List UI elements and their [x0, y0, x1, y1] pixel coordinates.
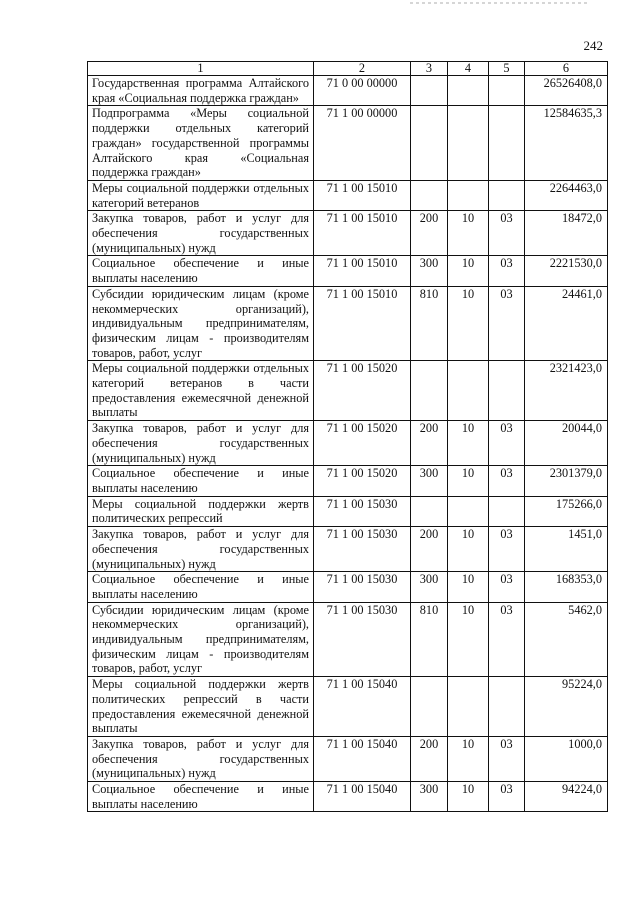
row-name: Социальное обеспечение и иные выплаты населению [88, 782, 314, 812]
row-col-5: 03 [489, 421, 525, 466]
row-amount: 94224,0 [525, 782, 608, 812]
row-col-3 [411, 496, 448, 526]
row-amount: 2301379,0 [525, 466, 608, 496]
row-code: 71 1 00 15020 [314, 361, 411, 421]
table-row [88, 677, 608, 737]
header-col-3: 3 [411, 62, 448, 76]
row-col-3 [411, 106, 448, 181]
row-col-4 [448, 361, 489, 421]
row-amount: 1451,0 [525, 527, 608, 572]
row-amount: 2264463,0 [525, 180, 608, 210]
row-amount: 24461,0 [525, 286, 608, 361]
row-code: 71 1 00 00000 [314, 106, 411, 181]
table-row [88, 361, 608, 421]
table-row [88, 286, 608, 361]
row-col-4 [448, 677, 489, 737]
row-code: 71 1 00 15030 [314, 572, 411, 602]
row-col-5: 03 [489, 572, 525, 602]
row-col-3 [411, 361, 448, 421]
table-row [88, 736, 608, 781]
row-amount: 95224,0 [525, 677, 608, 737]
scan-artifact [410, 2, 590, 4]
row-code: 71 1 00 15010 [314, 180, 411, 210]
row-name: Меры социальной поддержки отдельных категорий ветеранов в части предоставления ежемесячной денежной выплаты [88, 361, 314, 421]
table-row [88, 106, 608, 181]
row-col-5: 03 [489, 256, 525, 286]
row-code: 71 1 00 15020 [314, 421, 411, 466]
row-col-3 [411, 76, 448, 106]
row-col-4 [448, 106, 489, 181]
row-col-3: 810 [411, 286, 448, 361]
row-col-3: 300 [411, 256, 448, 286]
row-col-5 [489, 361, 525, 421]
row-col-5: 03 [489, 736, 525, 781]
row-col-3: 200 [411, 527, 448, 572]
row-name: Закупка товаров, работ и услуг для обеспечения государственных (муниципальных) нужд [88, 736, 314, 781]
row-col-5: 03 [489, 286, 525, 361]
row-code: 71 1 00 15030 [314, 527, 411, 572]
row-col-3: 200 [411, 421, 448, 466]
row-code: 71 1 00 15020 [314, 466, 411, 496]
row-col-4: 10 [448, 572, 489, 602]
row-amount: 5462,0 [525, 602, 608, 677]
table-row [88, 180, 608, 210]
page-number: 242 [583, 38, 603, 53]
table-row [88, 421, 608, 466]
row-col-3: 200 [411, 736, 448, 781]
row-col-4: 10 [448, 527, 489, 572]
row-name: Субсидии юридическим лицам (кроме некоммерческих организаций), индивидуальным предпринимателям, физическим лицам - производителям товаров, работ, услуг [88, 602, 314, 677]
row-code: 71 1 00 15040 [314, 677, 411, 737]
table-row [88, 496, 608, 526]
row-amount: 168353,0 [525, 572, 608, 602]
row-name: Подпрограмма «Меры социальной поддержки отдельных категорий граждан» государственной программы Алтайского края «Социальная поддержка граждан» [88, 106, 314, 181]
header-col-2: 2 [314, 62, 411, 76]
table-row [88, 572, 608, 602]
header-row [88, 62, 608, 76]
row-amount: 18472,0 [525, 211, 608, 256]
row-name: Социальное обеспечение и иные выплаты населению [88, 256, 314, 286]
row-code: 71 1 00 15010 [314, 211, 411, 256]
row-col-3 [411, 677, 448, 737]
row-col-4: 10 [448, 211, 489, 256]
row-col-4: 10 [448, 782, 489, 812]
row-name: Закупка товаров, работ и услуг для обеспечения государственных (муниципальных) нужд [88, 421, 314, 466]
row-col-3: 200 [411, 211, 448, 256]
row-amount: 2321423,0 [525, 361, 608, 421]
table-row [88, 211, 608, 256]
row-amount: 175266,0 [525, 496, 608, 526]
row-col-5: 03 [489, 782, 525, 812]
row-name: Государственная программа Алтайского края «Социальная поддержка граждан» [88, 76, 314, 106]
row-col-5: 03 [489, 211, 525, 256]
table-row [88, 782, 608, 812]
row-col-4: 10 [448, 286, 489, 361]
row-name: Меры социальной поддержки жертв политических репрессий в части предоставления ежемесячной денежной выплаты [88, 677, 314, 737]
row-code: 71 1 00 15040 [314, 782, 411, 812]
row-col-3: 300 [411, 572, 448, 602]
row-col-3: 300 [411, 782, 448, 812]
header-col-6: 6 [525, 62, 608, 76]
row-col-5 [489, 180, 525, 210]
row-col-4: 10 [448, 466, 489, 496]
table-row [88, 256, 608, 286]
table-body [88, 76, 608, 812]
row-col-4 [448, 496, 489, 526]
table-row [88, 466, 608, 496]
row-name: Социальное обеспечение и иные выплаты населению [88, 466, 314, 496]
row-name: Меры социальной поддержки отдельных категорий ветеранов [88, 180, 314, 210]
row-code: 71 1 00 15010 [314, 256, 411, 286]
row-col-5 [489, 76, 525, 106]
row-col-4 [448, 76, 489, 106]
row-code: 71 0 00 00000 [314, 76, 411, 106]
row-col-5: 03 [489, 602, 525, 677]
header-col-5: 5 [489, 62, 525, 76]
row-col-4 [448, 180, 489, 210]
row-col-5: 03 [489, 527, 525, 572]
table-row [88, 527, 608, 572]
row-col-5: 03 [489, 466, 525, 496]
header-col-4: 4 [448, 62, 489, 76]
table-row [88, 76, 608, 106]
row-col-4: 10 [448, 736, 489, 781]
row-amount: 20044,0 [525, 421, 608, 466]
row-col-3: 300 [411, 466, 448, 496]
row-name: Социальное обеспечение и иные выплаты населению [88, 572, 314, 602]
row-name: Закупка товаров, работ и услуг для обеспечения государственных (муниципальных) нужд [88, 527, 314, 572]
row-col-5 [489, 677, 525, 737]
row-amount: 26526408,0 [525, 76, 608, 106]
row-code: 71 1 00 15030 [314, 602, 411, 677]
row-col-3: 810 [411, 602, 448, 677]
row-name: Меры социальной поддержки жертв политических репрессий [88, 496, 314, 526]
row-amount: 12584635,3 [525, 106, 608, 181]
table-row [88, 602, 608, 677]
row-col-4: 10 [448, 602, 489, 677]
table-header [88, 62, 608, 76]
row-name: Субсидии юридическим лицам (кроме некоммерческих организаций), индивидуальным предпринимателям, физическим лицам - производителям товаров, работ, услуг [88, 286, 314, 361]
row-name: Закупка товаров, работ и услуг для обеспечения государственных (муниципальных) нужд [88, 211, 314, 256]
row-code: 71 1 00 15030 [314, 496, 411, 526]
row-col-5 [489, 106, 525, 181]
row-col-4: 10 [448, 256, 489, 286]
row-amount: 2221530,0 [525, 256, 608, 286]
row-col-5 [489, 496, 525, 526]
row-amount: 1000,0 [525, 736, 608, 781]
row-col-4: 10 [448, 421, 489, 466]
row-code: 71 1 00 15040 [314, 736, 411, 781]
budget-table [87, 61, 608, 812]
header-col-1: 1 [88, 62, 314, 76]
row-col-3 [411, 180, 448, 210]
row-code: 71 1 00 15010 [314, 286, 411, 361]
